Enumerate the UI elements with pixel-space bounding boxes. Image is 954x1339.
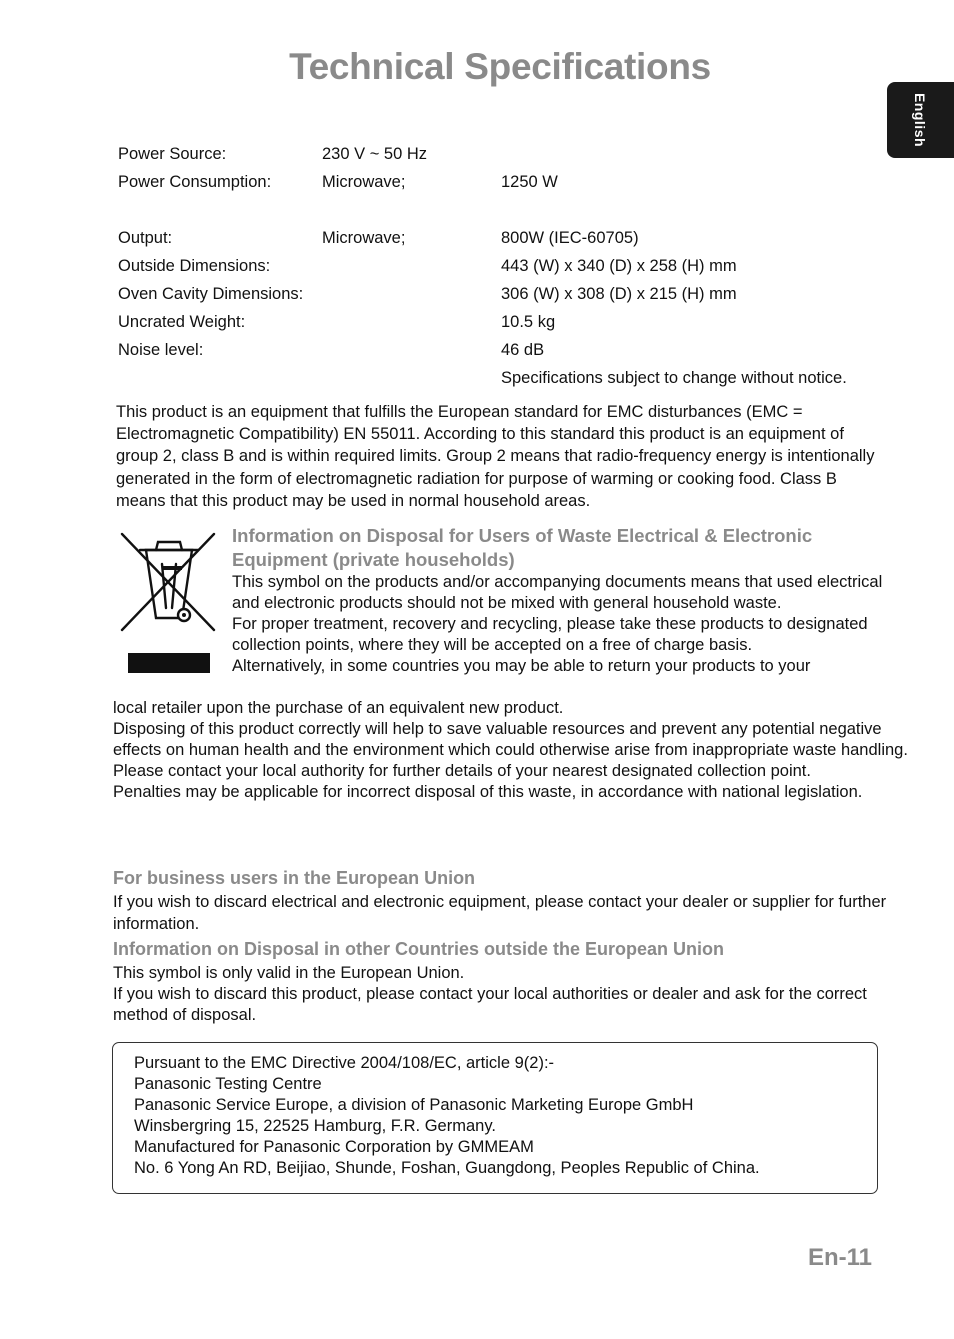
- spec-label: Uncrated Weight:: [118, 313, 246, 331]
- spec-value: 800W (IEC-60705): [501, 229, 639, 247]
- emc-directive-box: [112, 1042, 878, 1194]
- weee-heading: Information on Disposal for Users of Waste Electrical & Electronic Equipment (private households): [232, 525, 813, 570]
- outside-eu-text: [113, 963, 903, 1026]
- page-title: Technical Specifications: [289, 46, 711, 87]
- emc-box-line: No. 6 Yong An RD, Beijiao, Shunde, Foshan, Guangdong, Peoples Republic of China.: [134, 1159, 760, 1177]
- outside-eu-line: If you wish to discard this product, please contact your local authorities or dealer and ask for the correct method of disposal.: [113, 985, 867, 1024]
- emc-box-line: Pursuant to the EMC Directive 2004/108/EC, article 9(2):-: [134, 1054, 555, 1072]
- spec-value: 10.5 kg: [501, 313, 556, 331]
- weee-paragraph: Disposing of this product correctly will help to save valuable resources and prevent any potential negative effects on human health and the environment which could otherwise arise from inappropriate waste handling. Please contact your local authority for further details of your nearest designated collection point.: [113, 720, 908, 780]
- emc-box-line: Panasonic Testing Centre: [134, 1075, 322, 1093]
- crossed-out-wheelie-bin-icon: [118, 530, 218, 678]
- spec-value: 1250 W: [501, 173, 558, 191]
- language-tab: [887, 82, 954, 158]
- emc-paragraph: This product is an equipment that fulfills the European standard for EMC disturbances (EMC = Electromagnetic Compatibility) EN 55011. According to this standard this product is an equipment of group 2, class B and is within required limits. Group 2 means that radio-frequency energy is intentionally generated in the form of electromagnetic radiation for purpose of warming or cooking food. Class B means that this product may be used in normal household areas.: [116, 403, 875, 510]
- business-heading: For business users in the European Union: [113, 868, 476, 888]
- spec-label: Outside Dimensions:: [118, 257, 271, 275]
- emc-box-line: Panasonic Service Europe, a division of Panasonic Marketing Europe GmbH: [134, 1096, 694, 1114]
- spec-value: 443 (W) x 340 (D) x 258 (H) mm: [501, 257, 737, 275]
- spec-sub: Microwave;: [322, 173, 406, 191]
- outside-eu-line: This symbol is only valid in the European Union.: [113, 964, 465, 982]
- emc-box-line: Manufactured for Panasonic Corporation by GMMEAM: [134, 1138, 534, 1156]
- spec-label: Output:: [118, 229, 173, 247]
- weee-paragraph: For proper treatment, recovery and recycling, please take these products to designated collection points, where they will be accepted on a free of charge basis.: [232, 615, 868, 654]
- spec-label: Power Source:: [118, 145, 227, 163]
- weee-paragraph: Penalties may be applicable for incorrect disposal of this waste, in accordance with national legislation.: [113, 783, 863, 801]
- spec-label: Oven Cavity Dimensions:: [118, 285, 304, 303]
- weee-body-wide: [113, 698, 913, 803]
- emc-box-line: Winsbergring 15, 22525 Hamburg, F.R. Germany.: [134, 1117, 496, 1135]
- weee-paragraph: Alternatively, in some countries you may be able to return your products to your: [232, 657, 811, 675]
- language-tab-label: English: [912, 92, 928, 148]
- spec-value: 306 (W) x 308 (D) x 215 (H) mm: [501, 285, 737, 303]
- business-text: If you wish to discard electrical and electronic equipment, please contact your dealer or supplier for further information.: [113, 893, 887, 933]
- spec-label: Noise level:: [118, 341, 204, 359]
- weee-body-narrow: [232, 572, 912, 677]
- specs-notice: Specifications subject to change without notice.: [501, 369, 847, 387]
- outside-eu-heading: Information on Disposal in other Countries outside the European Union: [113, 939, 725, 959]
- weee-paragraph: local retailer upon the purchase of an equivalent new product.: [113, 699, 564, 717]
- spec-value: 46 dB: [501, 341, 545, 359]
- emc-box-text: [134, 1053, 760, 1179]
- spec-label: Power Consumption:: [118, 173, 272, 191]
- page-number: En-11: [808, 1244, 873, 1271]
- spec-sub: 230 V ~ 50 Hz: [322, 145, 428, 163]
- weee-paragraph: This symbol on the products and/or accompanying documents means that used electrical and electronic products should not be mixed with general household waste.: [232, 573, 883, 612]
- spec-sub: Microwave;: [322, 229, 406, 247]
